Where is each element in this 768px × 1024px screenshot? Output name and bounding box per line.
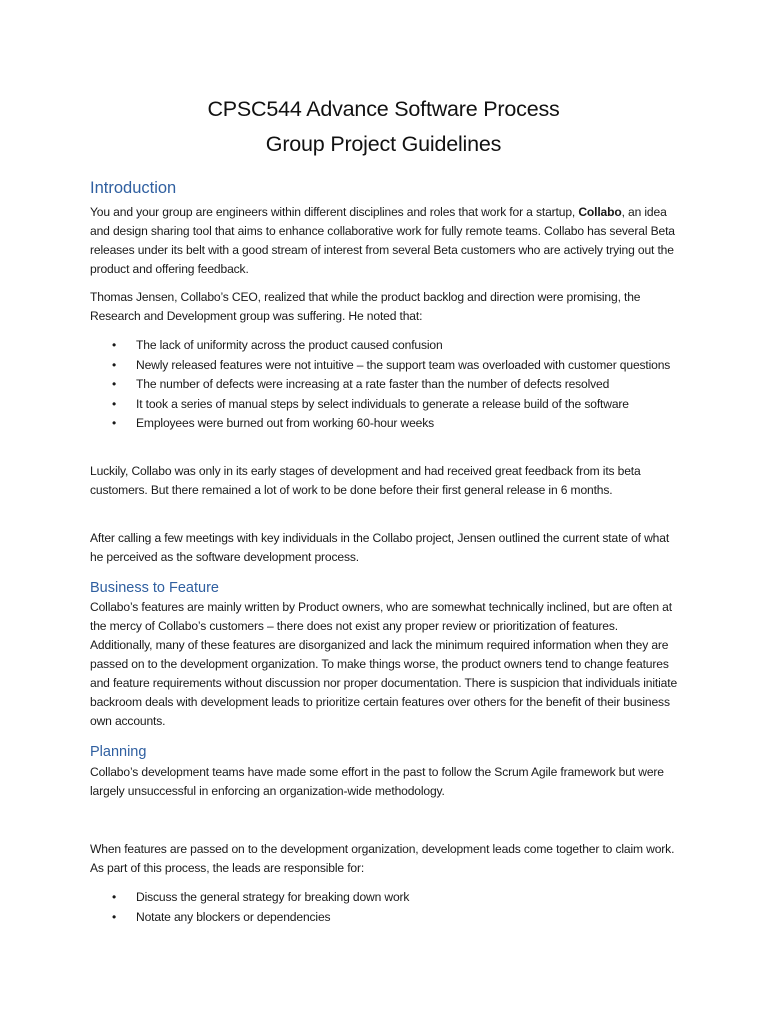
list-item-text: It took a series of manual steps by select individuals to generate a release build of the software [136, 396, 629, 411]
list-item [90, 414, 680, 434]
list-item-text: Notate any blockers or dependencies [136, 909, 331, 924]
list-item [90, 356, 680, 376]
bullet-icon: • [112, 416, 117, 430]
bullet-icon: • [112, 909, 117, 924]
planning-paragraph-1: Collabo’s development teams have made some effort in the past to follow the Scrum Agile framework but were largely unsuccessful in enforcing an organization-wide methodology. [90, 765, 664, 798]
bullet-icon: • [112, 338, 117, 352]
list-item [90, 336, 680, 356]
list-item-text: The lack of uniformity across the product caused confusion [136, 338, 443, 352]
problem-list [90, 336, 680, 434]
list-item [90, 375, 680, 395]
bullet-icon: • [112, 377, 117, 391]
list-item [90, 888, 680, 908]
intro-paragraph-2: Thomas Jensen, Collabo’s CEO, realized that while the product backlog and direction were promising, the Research and Development group was suffering. He noted that: [90, 290, 641, 323]
intro-paragraph-4: After calling a few meetings with key individuals in the Collabo project, Jensen outlined the current state of what he perceived as the software development process. [90, 531, 670, 564]
planning-paragraph-2: When features are passed on to the development organization, development leads come together to claim work. As part of this process, the leads are responsible for: [90, 842, 675, 875]
bullet-icon: • [112, 357, 117, 372]
document-title-line-2: Group Project Guidelines [265, 132, 502, 156]
business-paragraph: Collabo’s features are mainly written by Product owners, who are somewhat technically inclined, but are often at the mercy of Collabo’s customers – there does not exist any proper review or prioritization of features. Additionally, many of these features are disorganized and lack the minimum required information when they are passed on to the development organization. To make things worse, the product owners tend to change features and feature requirements without discussion nor proper documentation. There is suspicion that individuals initiate backroom deals with development leads to prioritize certain features over others for the benefit of their business own accounts. [90, 600, 678, 728]
business-to-feature-heading: Business to Feature [90, 580, 219, 596]
intro-paragraph-1 [90, 203, 680, 279]
list-item-text: Newly released features were not intuitive – the support team was overloaded with customer questions [136, 357, 671, 372]
list-item [90, 908, 680, 928]
list-item-text: Employees were burned out from working 60-hour weeks [136, 416, 435, 430]
bullet-icon: • [112, 890, 117, 904]
intro-paragraph-1-end: , an idea and design sharing tool that aims to enhance collaborative work for fully remote teams. Collabo has several Beta releases under its belt with a good stream of interest from several Beta customers who are actively trying out the product and offering feedback. [90, 205, 675, 276]
intro-paragraph-3: Luckily, Collabo was only in its early stages of development and had received great feedback from its beta customers. But there remained a lot of work to be done before their first general release in 6 months. [90, 464, 641, 497]
company-name: Collabo [578, 205, 622, 219]
list-item-text: Discuss the general strategy for breaking down work [136, 890, 410, 904]
list-item [90, 395, 680, 415]
planning-heading: Planning [90, 744, 147, 760]
lead-responsibilities-list [90, 888, 680, 927]
document-title-line-1: CPSC544 Advance Software Process [207, 97, 560, 121]
intro-paragraph-1-start: You and your group are engineers within different disciplines and roles that work for a startup, [90, 205, 579, 219]
introduction-heading: Introduction [90, 179, 177, 197]
bullet-icon: • [112, 396, 117, 411]
list-item-text: The number of defects were increasing at a rate faster than the number of defects resolved [136, 377, 610, 391]
